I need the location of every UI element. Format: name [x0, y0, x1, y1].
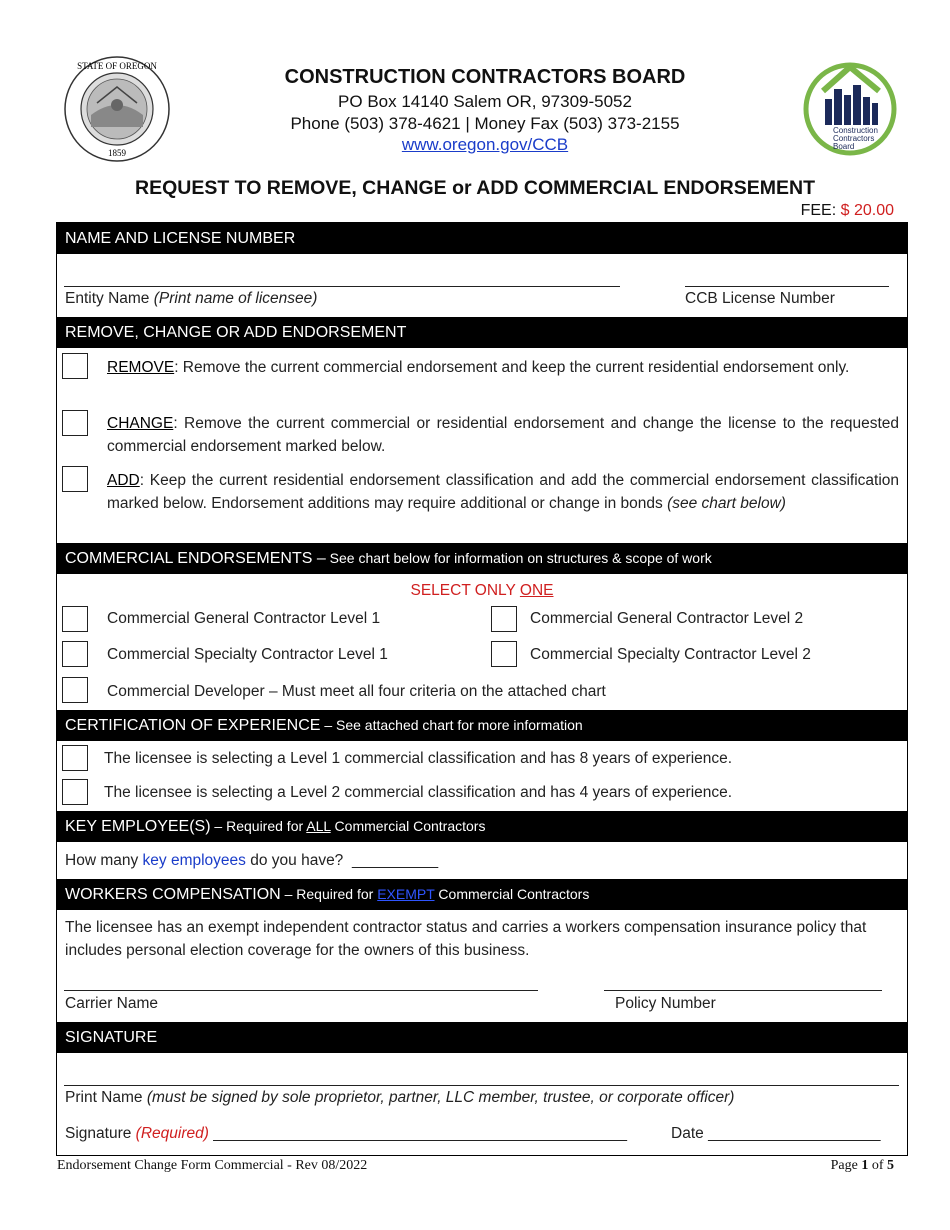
key-employees-link[interactable]: key employees: [142, 852, 246, 869]
footer-page-number: Page 1 of 5: [830, 1158, 894, 1173]
print-name-input[interactable]: [64, 1085, 899, 1086]
section-header-certification: CERTIFICATION OF EXPERIENCE – See attached chart for more information: [56, 710, 908, 741]
date-input[interactable]: ____________________: [708, 1125, 881, 1142]
org-address: PO Box 14140 Salem OR, 97309-5052: [338, 92, 632, 111]
developer-checkbox[interactable]: [62, 677, 88, 703]
developer-label: Commercial Developer – Must meet all four criteria on the attached chart: [107, 683, 606, 700]
add-checkbox[interactable]: [62, 466, 88, 492]
ccb-license-label: CCB License Number: [685, 290, 835, 307]
csc-level2-label: Commercial Specialty Contractor Level 2: [530, 646, 811, 663]
ccb-logo: [803, 57, 898, 157]
signature-label: Signature (Required) ________________________________________________: [65, 1125, 627, 1142]
cgc-level2-label: Commercial General Contractor Level 2: [530, 610, 804, 627]
carrier-name-input[interactable]: [64, 990, 538, 991]
carrier-name-label: Carrier Name: [65, 995, 159, 1012]
workers-comp-text: The licensee has an exempt independent contractor status and carries a workers compensation insurance policy that includes personal election coverage for the owners of this business.: [65, 919, 867, 959]
svg-text:1859: 1859: [108, 148, 126, 158]
section-header-name-license: NAME AND LICENSE NUMBER: [56, 223, 908, 254]
change-text: CHANGE: Remove the current commercial or residential endorsement and change the license to the requested commercial endorsement marked below.: [107, 415, 899, 455]
entity-name-input[interactable]: [64, 286, 620, 287]
ccb-license-input[interactable]: [685, 286, 889, 287]
section-header-commercial: COMMERCIAL ENDORSEMENTS – See chart below for information on structures & scope of work: [56, 543, 908, 574]
select-only-one-note: SELECT ONLY ONE: [410, 582, 554, 599]
change-checkbox[interactable]: [62, 410, 88, 436]
level1-experience-checkbox[interactable]: [62, 745, 88, 771]
level2-experience-label: The licensee is selecting a Level 2 commercial classification and has 4 years of experience.: [104, 784, 733, 801]
org-website-link[interactable]: www.oregon.gov/CCB: [401, 135, 569, 154]
key-employees-question: How many key employees do you have? __________: [65, 852, 439, 869]
section-header-key-employee: KEY EMPLOYEE(S) – Required for ALL Commercial Contractors: [56, 811, 908, 842]
fee: [801, 202, 894, 220]
form-title: REQUEST TO REMOVE, CHANGE or ADD COMMERCIAL ENDORSEMENT: [134, 177, 815, 199]
csc-level1-label: Commercial Specialty Contractor Level 1: [107, 646, 388, 663]
date-label: Date ____________________: [671, 1125, 881, 1142]
fee-amount: $ 20.00: [840, 202, 894, 219]
footer-form-revision: Endorsement Change Form Commercial - Rev 08/2022: [57, 1158, 368, 1173]
add-text: ADD: Keep the current residential endorsement classification and add the commercial endorsement classification marked below. Endorsement additions may require additional or change in bonds (see chart below): [107, 472, 899, 512]
cgc-level2-checkbox[interactable]: [491, 606, 517, 632]
print-name-label: Print Name (must be signed by sole proprietor, partner, LLC member, trustee, or corporate officer): [65, 1089, 735, 1106]
cgc-level1-checkbox[interactable]: [62, 606, 88, 632]
cgc-level1-label: Commercial General Contractor Level 1: [107, 610, 381, 627]
exempt-link[interactable]: EXEMPT: [377, 886, 435, 902]
remove-checkbox[interactable]: [62, 353, 88, 379]
entity-name-label: Entity Name (Print name of licensee): [65, 290, 318, 307]
policy-number-label: Policy Number: [615, 995, 716, 1012]
csc-level2-checkbox[interactable]: [491, 641, 517, 667]
org-name: CONSTRUCTION CONTRACTORS BOARD: [284, 66, 686, 88]
svg-text:STATE OF OREGON: STATE OF OREGON: [77, 61, 157, 71]
key-employees-count-input[interactable]: __________: [351, 852, 439, 869]
section-header-endorsement: REMOVE, CHANGE OR ADD ENDORSEMENT: [56, 317, 908, 348]
oregon-state-seal: [63, 55, 171, 163]
section-header-workers-comp: WORKERS COMPENSATION – Required for EXEMPT Commercial Contractors: [56, 879, 908, 910]
csc-level1-checkbox[interactable]: [62, 641, 88, 667]
remove-text: REMOVE: Remove the current commercial endorsement and keep the current residential endorsement only.: [107, 359, 850, 376]
section-header-signature: SIGNATURE: [56, 1022, 908, 1053]
fee-label: FEE:: [800, 202, 837, 219]
level1-experience-label: The licensee is selecting a Level 1 commercial classification and has 8 years of experience.: [104, 750, 733, 767]
signature-input[interactable]: ________________________________________________: [213, 1125, 627, 1142]
svg-text:Construction: Construction: [833, 126, 878, 135]
policy-number-input[interactable]: [604, 990, 882, 991]
svg-text:Board: Board: [833, 142, 855, 151]
svg-text:Contractors: Contractors: [833, 134, 875, 143]
level2-experience-checkbox[interactable]: [62, 779, 88, 805]
org-phone: Phone (503) 378-4621 | Money Fax (503) 373-2155: [290, 114, 680, 133]
